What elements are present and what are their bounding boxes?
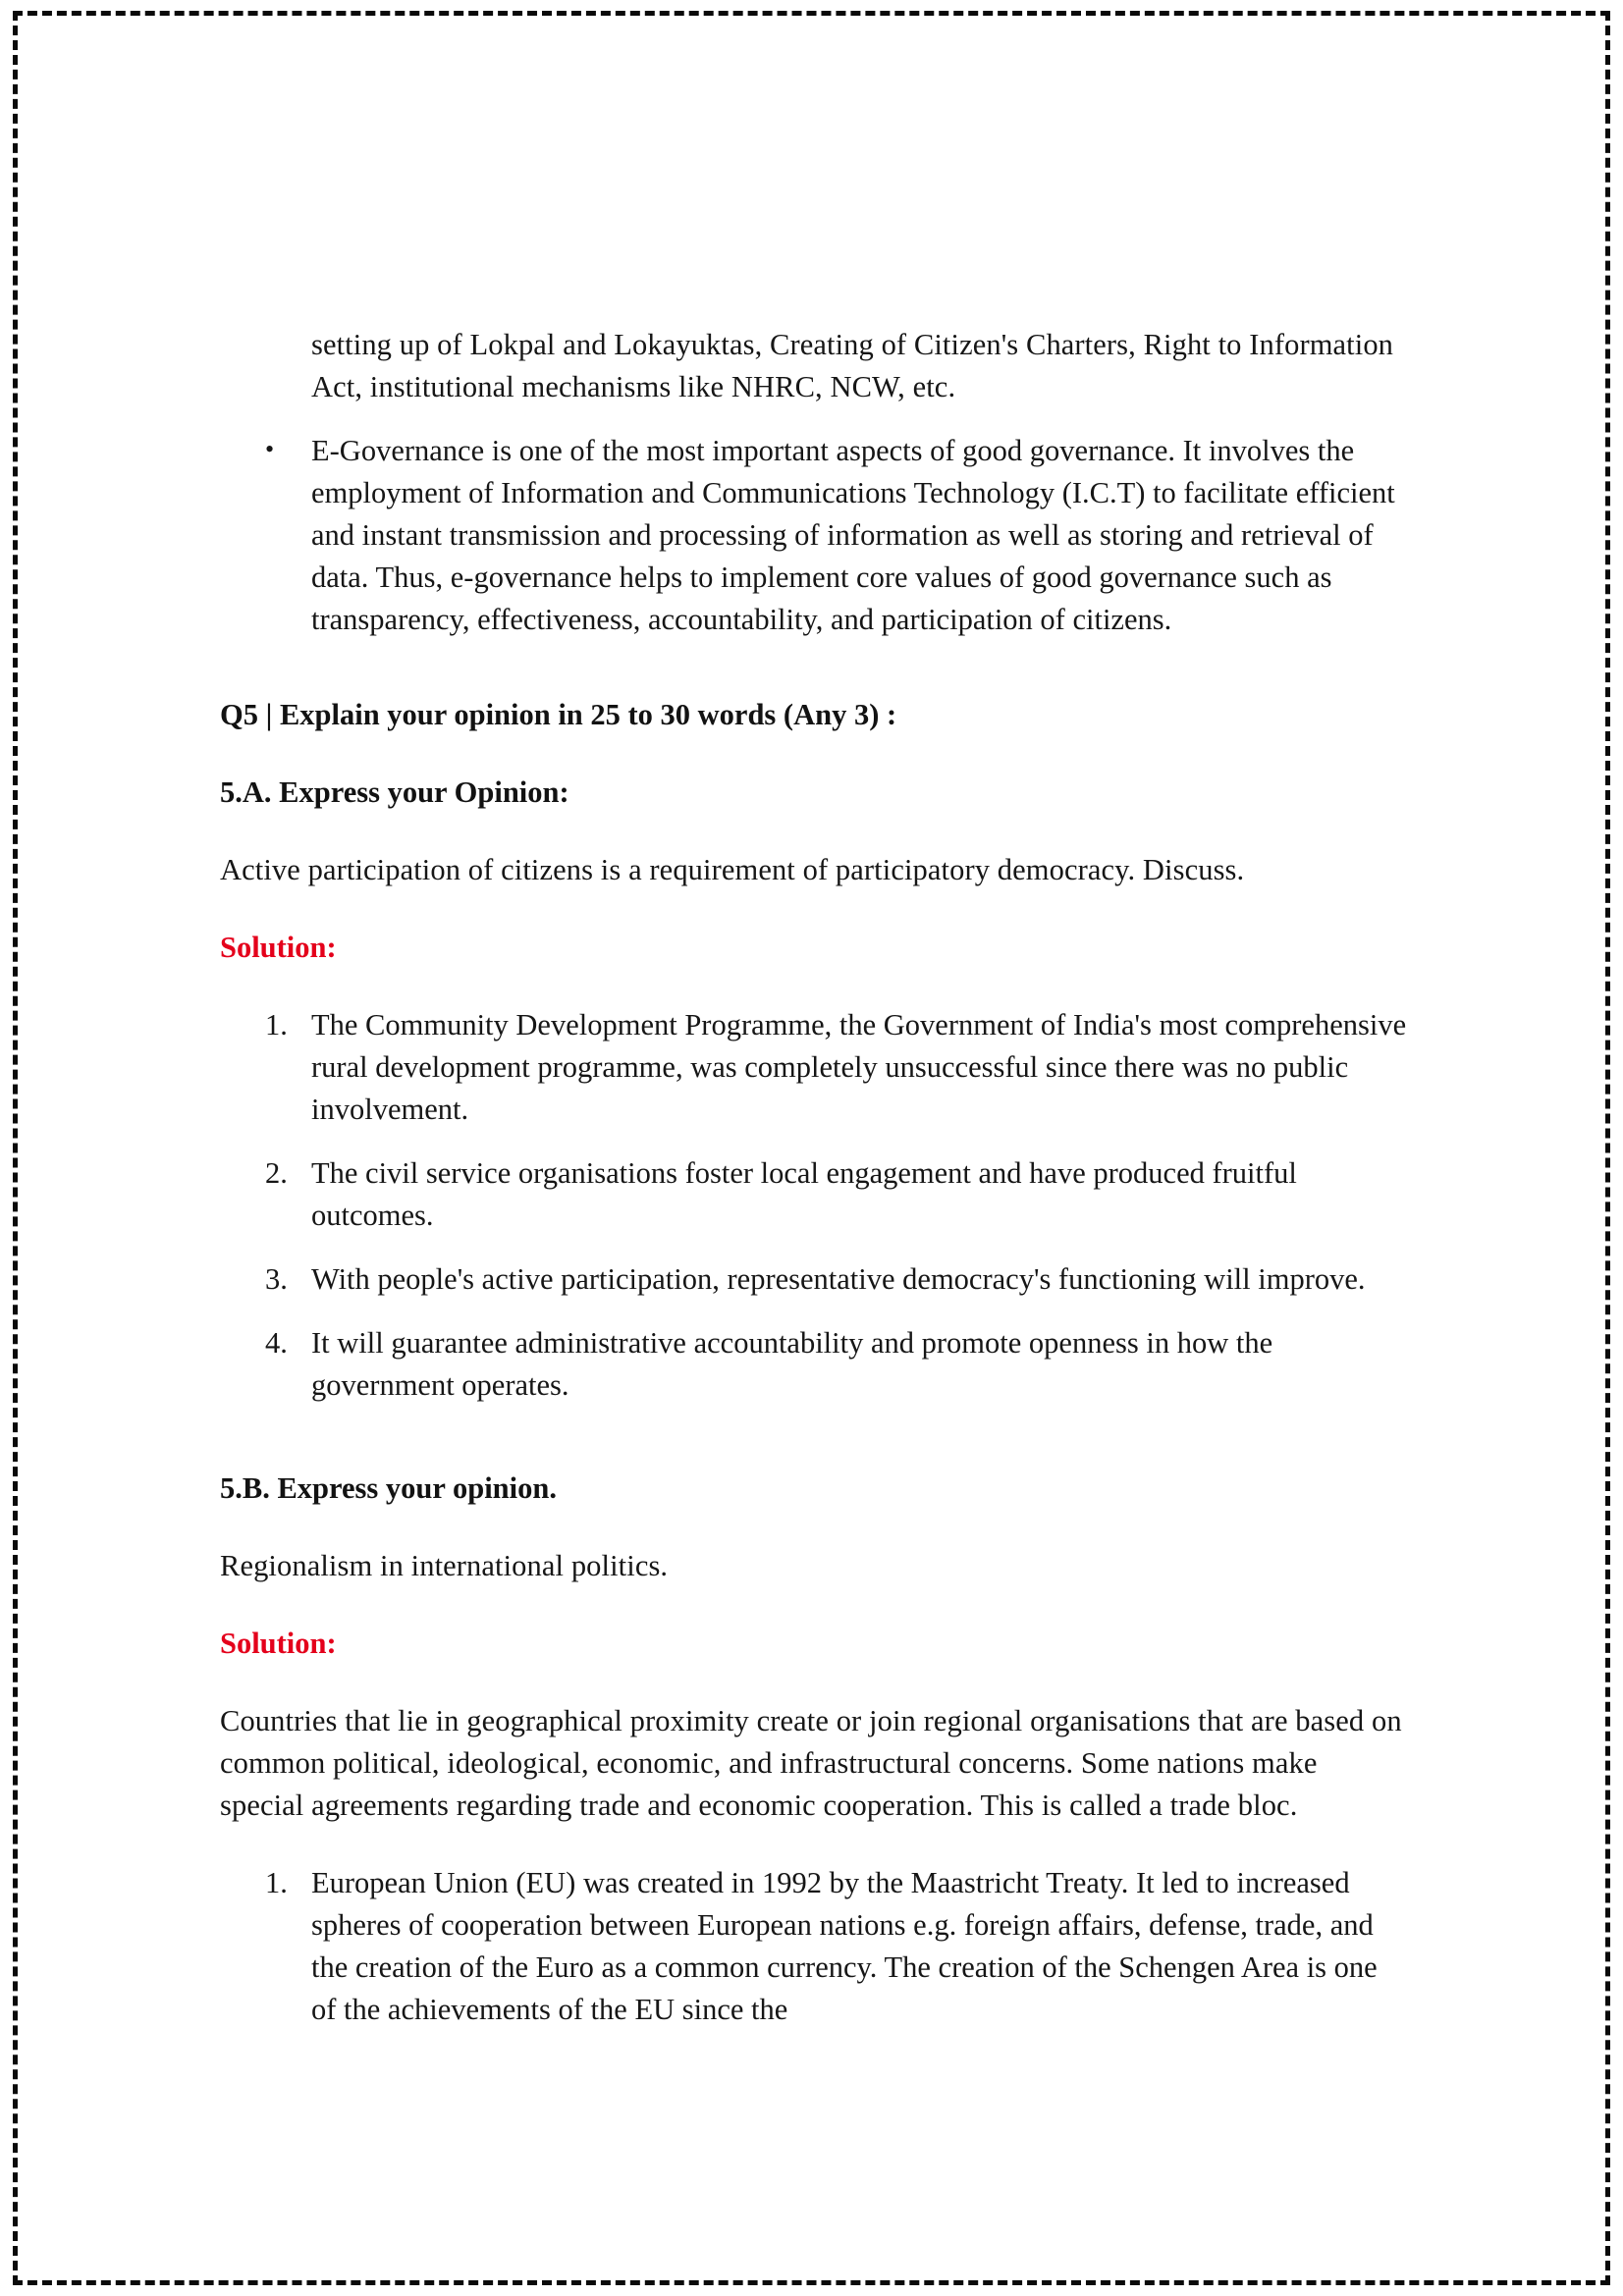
- spacer: [220, 1665, 1408, 1700]
- spacer: [220, 814, 1408, 849]
- section-5a-solution-list: [220, 1004, 1408, 1407]
- section-5b-solution-list: [220, 1862, 1408, 2031]
- spacer: [220, 969, 1408, 1004]
- spacer: [220, 891, 1408, 927]
- section-5a-prompt: Active participation of citizens is a requirement of participatory democracy. Discuss.: [220, 853, 1245, 886]
- section-5a-solution-label: Solution:: [220, 931, 337, 964]
- section-5b-prompt: Regionalism in international politics.: [220, 1549, 669, 1582]
- e-governance-bullet-list: [220, 430, 1408, 641]
- spacer: [220, 736, 1408, 772]
- spacer: [220, 1510, 1408, 1545]
- list-item: The civil service organisations foster local engagement and have produced fruitful outcomes.: [311, 1156, 1297, 1232]
- list-item: With people's active participation, representative democracy's functioning will improve.: [311, 1262, 1366, 1296]
- list-item: The Community Development Programme, the Government of India's most comprehensive rural development programme, was completely unsuccessful since there was no public involvement.: [311, 1008, 1407, 1126]
- spacer: [220, 1827, 1408, 1862]
- section-5b-solution-paragraph: Countries that lie in geographical proximity create or join regional organisations that are based on common political, ideological, economic, and infrastructural concerns. Some nations make special agreements regarding trade and economic cooperation. This is called a trade bloc.: [220, 1704, 1402, 1822]
- section-5b-heading: 5.B. Express your opinion.: [220, 1471, 557, 1505]
- document-content: [220, 324, 1408, 2056]
- list-item: • E-Governance is one of the most important aspects of good governance. It involves the employment of Information and Communications Technology (I.C.T) to facilitate efficient and instant transmission and processing of information as well as storing and retrieval of data. Thus, e-governance helps to implement core values of good governance such as transparency, effectiveness, accountability, and participation of citizens.: [220, 430, 1408, 641]
- section-5b-solution-label: Solution:: [220, 1627, 337, 1660]
- spacer: [220, 1587, 1408, 1623]
- section-5a-heading: 5.A. Express your Opinion:: [220, 775, 569, 809]
- list-item: It will guarantee administrative accountability and promote openness in how the government operates.: [311, 1326, 1273, 1402]
- continued-paragraph: setting up of Lokpal and Lokayuktas, Creating of Citizen's Charters, Right to Information Act, institutional mechanisms like NHRC, NCW, etc.: [311, 328, 1394, 403]
- spacer: [220, 667, 1408, 694]
- q5-heading: Q5 | Explain your opinion in 25 to 30 words (Any 3) :: [220, 698, 897, 731]
- spacer: [220, 1432, 1408, 1468]
- list-item: European Union (EU) was created in 1992 by the Maastricht Treaty. It led to increased spheres of cooperation between European nations e.g. foreign affairs, defense, trade, and the creation of the Euro as a common currency. The creation of the Schengen Area is one of the achievements of the EU since the: [311, 1866, 1378, 2026]
